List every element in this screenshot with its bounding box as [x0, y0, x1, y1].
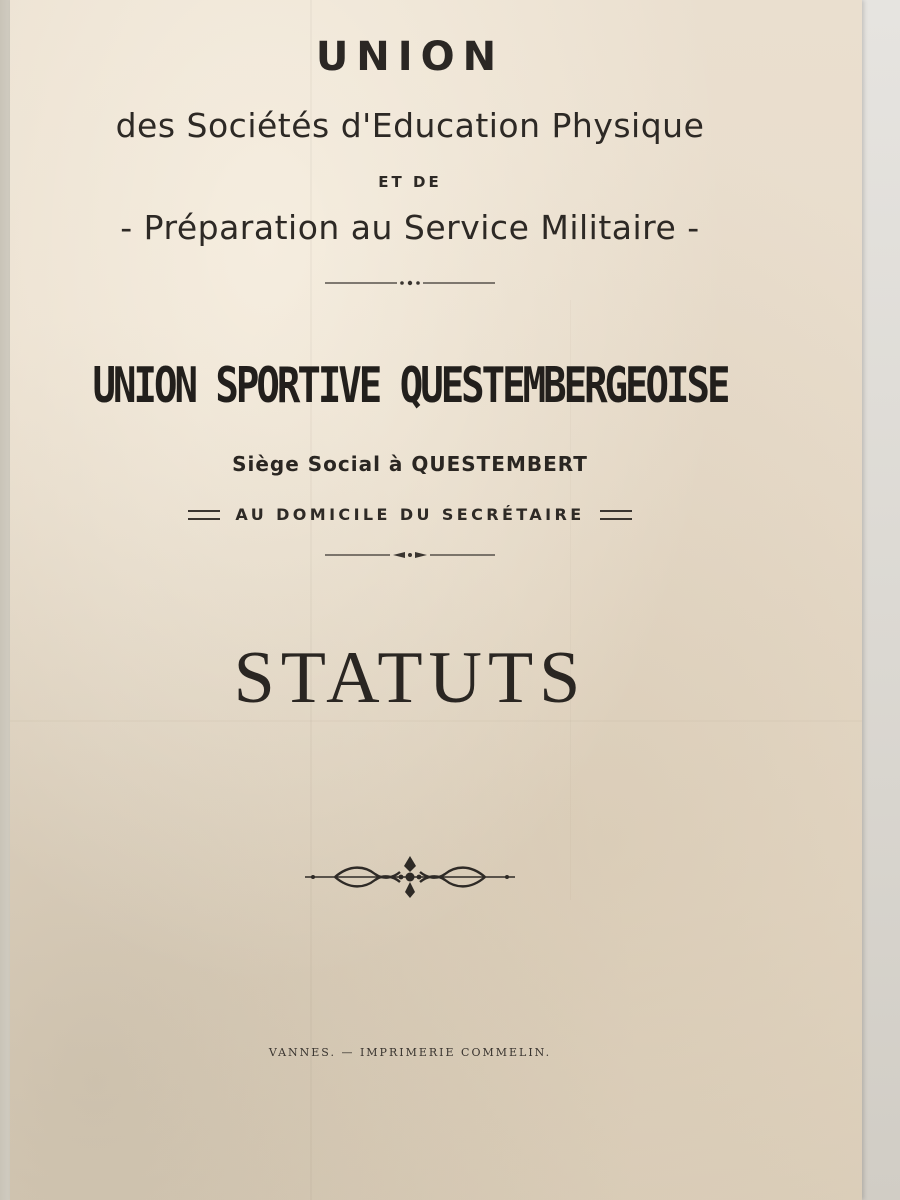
document-sheet: [10, 0, 862, 1200]
seat-address-row: [10, 504, 810, 524]
seat-address: AU DOMICILE DU SECRÉTAIRE: [235, 505, 585, 524]
double-rule-left: [188, 510, 220, 520]
club-name: UNION SPORTIVE QUESTEMBERGEOISE: [92, 358, 728, 415]
federation-line-1: des Sociétés d'Education Physique: [115, 106, 705, 145]
federation-connector: ET DE: [378, 173, 442, 191]
federation-line-2: - Préparation au Service Militaire -: [120, 208, 700, 247]
separator-rule-middle: [10, 550, 810, 560]
background-page-edge: [858, 0, 900, 1200]
printer-imprint: VANNES. — IMPRIMERIE COMMELIN.: [268, 1046, 552, 1059]
separator-rule-top: [10, 278, 810, 288]
double-rule-right: [600, 510, 632, 520]
fleuron-ornament: [10, 852, 810, 902]
seat-line: Siège Social à QUESTEMBERT: [232, 452, 588, 476]
document-title: STATUTS: [233, 637, 587, 719]
federation-title: UNION: [315, 34, 505, 80]
